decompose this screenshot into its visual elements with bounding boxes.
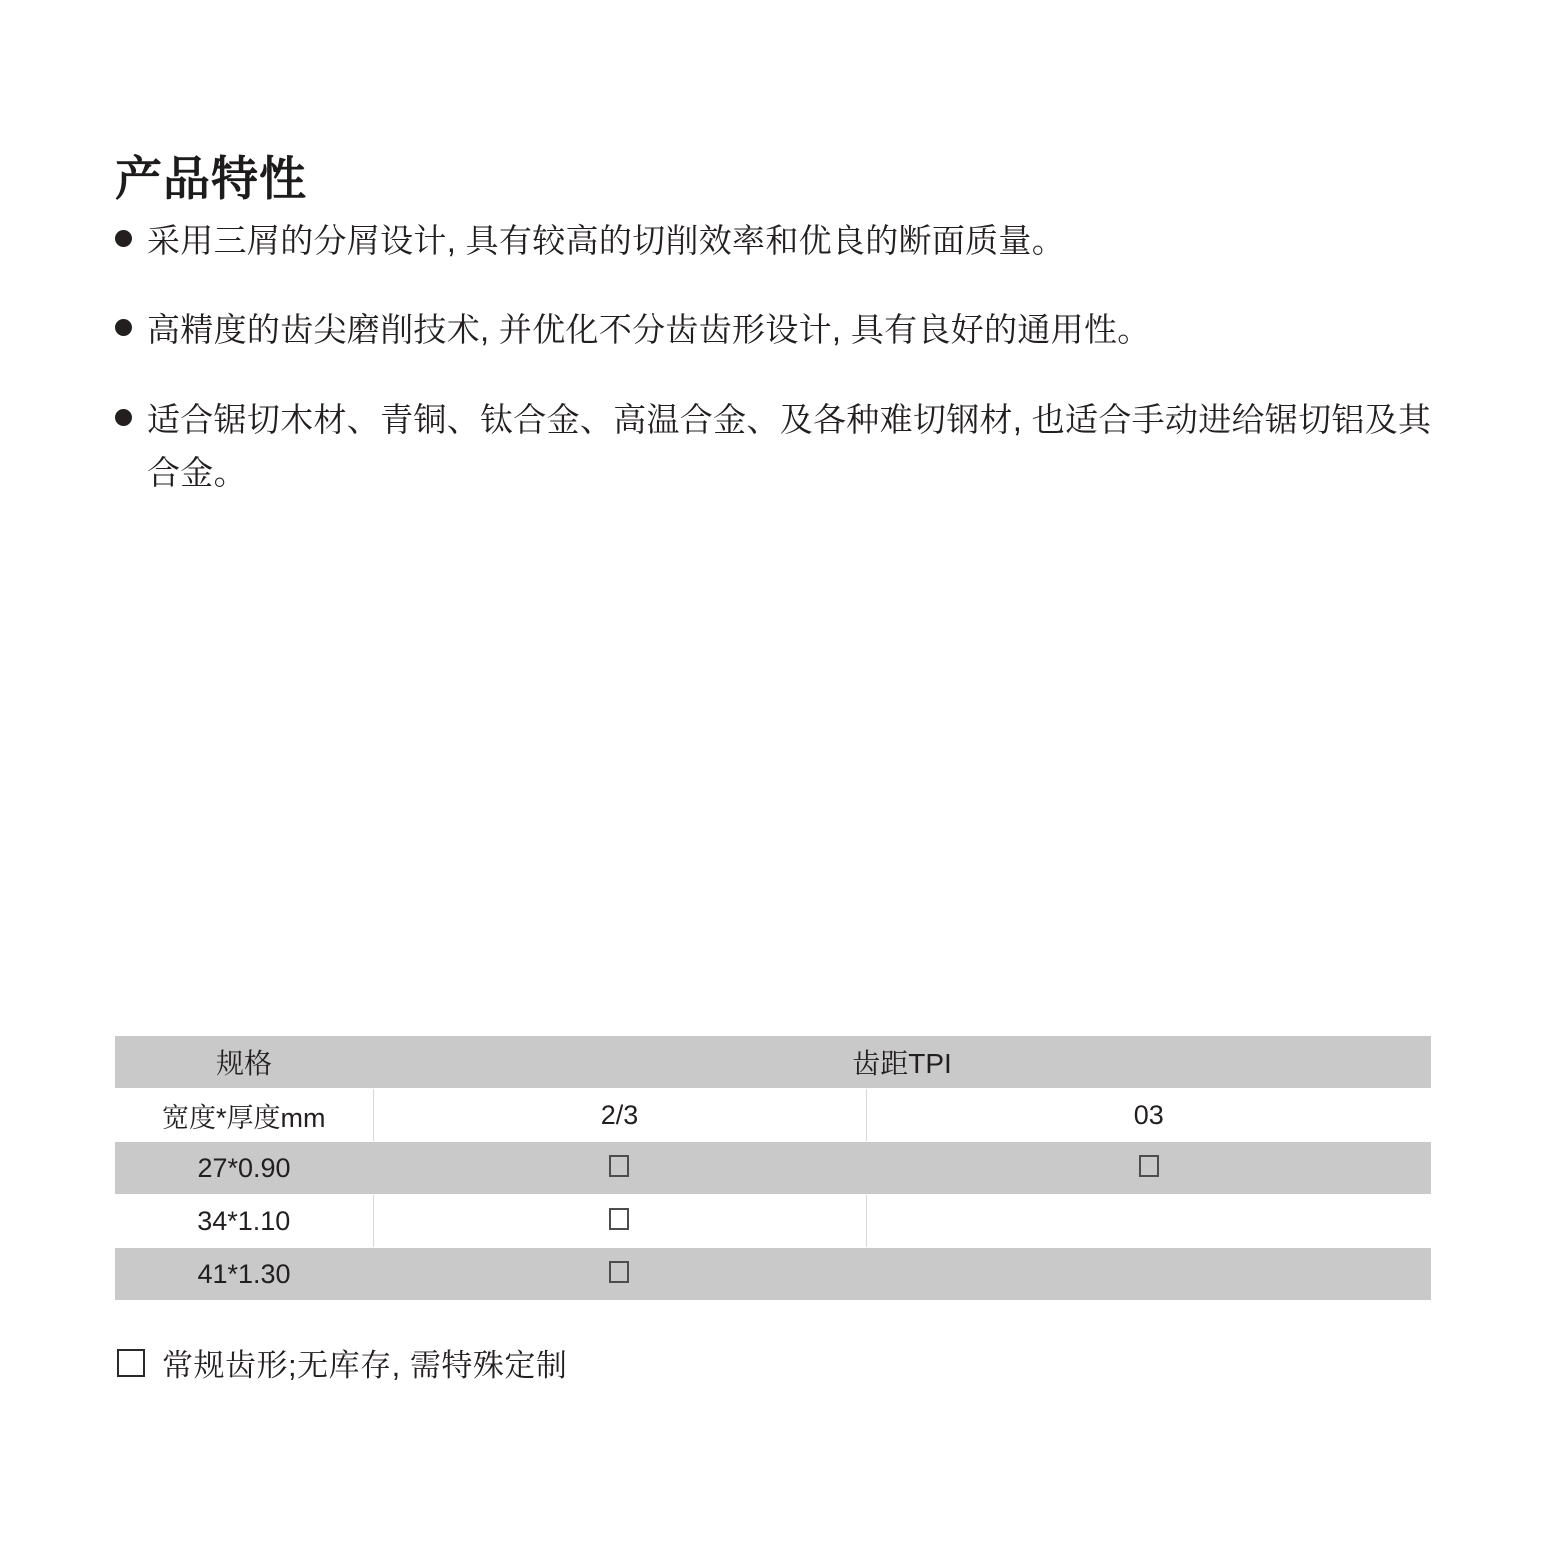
row-cell-spacer xyxy=(866,1248,1055,1301)
row-spec-value: 34*1.10 xyxy=(115,1195,373,1248)
row-cell-spacer xyxy=(1242,1195,1431,1248)
row-mark-03-empty xyxy=(1055,1195,1242,1248)
row-cell-spacer xyxy=(1242,1248,1431,1301)
bullet-icon xyxy=(115,409,132,426)
list-item xyxy=(115,214,1445,267)
feature-list xyxy=(115,214,1445,536)
list-item xyxy=(115,393,1445,500)
feature-text: 采用三屑的分屑设计, 具有较高的切削效率和优良的断面质量。 xyxy=(147,222,1066,259)
row-cell-spacer xyxy=(1242,1142,1431,1195)
row-spec-value: 27*0.90 xyxy=(115,1142,373,1195)
row-cell-spacer xyxy=(866,1195,1055,1248)
row-cell-spacer xyxy=(743,1195,866,1248)
row-cell-spacer xyxy=(866,1142,1055,1195)
row-cell-spacer xyxy=(743,1142,866,1195)
feature-text: 适合锯切木材、青铜、钛合金、高温合金、及各种难切钢材, 也适合手动进给锯切铝及其合金。 xyxy=(147,400,1432,492)
checkbox-icon xyxy=(609,1155,629,1177)
row-spec-value: 41*1.30 xyxy=(115,1248,373,1301)
bullet-icon xyxy=(115,319,132,336)
subheader-spec-unit: 宽度*厚度mm xyxy=(115,1089,373,1142)
specification-table xyxy=(115,1036,1431,1301)
row-mark-2-3 xyxy=(495,1248,743,1301)
table-footnote xyxy=(117,1340,567,1385)
checkbox-icon xyxy=(609,1261,629,1283)
list-item xyxy=(115,303,1445,356)
row-cell-spacer xyxy=(373,1142,495,1195)
row-mark-2-3 xyxy=(495,1195,743,1248)
table-subheader-row xyxy=(115,1089,1431,1142)
page-title: 产品特性 xyxy=(115,152,307,206)
checkbox-icon xyxy=(609,1208,629,1230)
checkbox-icon xyxy=(117,1349,145,1377)
table-row xyxy=(115,1248,1431,1301)
header-spec-label: 规格 xyxy=(115,1036,373,1089)
row-cell-spacer xyxy=(743,1248,866,1301)
feature-text: 高精度的齿尖磨削技术, 并优化不分齿齿形设计, 具有良好的通用性。 xyxy=(147,311,1151,349)
table-row xyxy=(115,1195,1431,1248)
table-row xyxy=(115,1142,1431,1195)
row-mark-03-empty xyxy=(1055,1248,1242,1301)
bullet-icon xyxy=(115,230,132,247)
row-mark-2-3 xyxy=(495,1142,743,1195)
row-cell-spacer xyxy=(373,1248,495,1301)
table-header-row xyxy=(115,1036,1431,1089)
row-mark-03 xyxy=(1055,1142,1242,1195)
footnote-text: 常规齿形;无库存, 需特殊定制 xyxy=(162,1348,568,1383)
checkbox-icon xyxy=(1139,1155,1159,1177)
row-cell-spacer xyxy=(373,1195,495,1248)
subheader-tpi-03: 03 xyxy=(866,1089,1431,1142)
header-pitch-label: 齿距TPI xyxy=(373,1036,1431,1089)
subheader-tpi-2-3: 2/3 xyxy=(373,1089,866,1142)
